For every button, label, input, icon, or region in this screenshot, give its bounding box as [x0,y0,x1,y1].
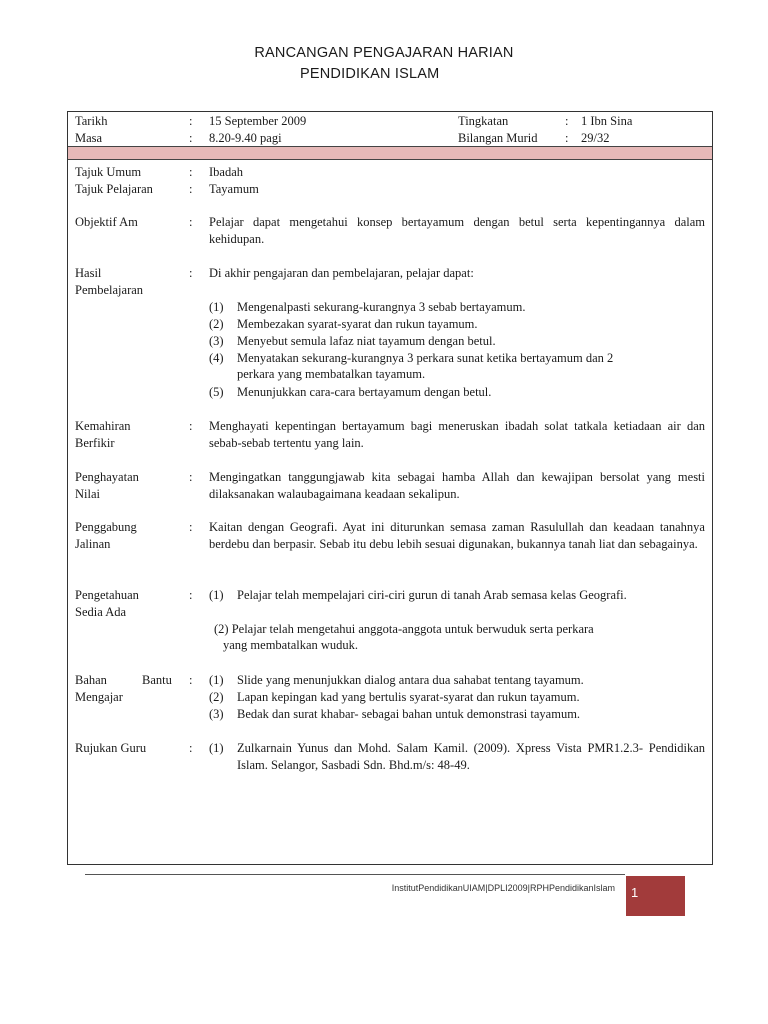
lesson-plan-table [67,111,713,865]
objektif-value: Pelajar dapat mengetahui konsep bertayamum dengan betul serta kepentingannya dalam kehidupan. [209,215,705,246]
list-number: (5) [209,385,224,399]
list-number: (3) [209,707,224,721]
colon: : [189,419,193,433]
colon: : [189,741,193,755]
colon: : [565,131,569,145]
list-number: (3) [209,334,224,348]
bahan-label: Bahan [75,673,107,687]
tingkatan-label: Tingkatan [458,114,509,128]
colon: : [189,520,193,534]
list-number: (1) [209,588,224,602]
list-item: Mengenalpasti sekurang-kurangnya 3 sebab bertayamum. [237,300,526,314]
penghayatan-label-2: Nilai [75,487,100,501]
tingkatan-value: 1 Ibn Sina [581,114,633,128]
kemahiran-label: Kemahiran [75,419,131,433]
list-item: (2) Pelajar telah mengetahui anggota-anggota untuk berwuduk serta perkara [214,622,594,636]
list-number: (2) [209,690,224,704]
list-item: Menunjukkan cara-cara bertayamum dengan betul. [237,385,492,399]
tarikh-label: Tarikh [75,114,108,128]
penggabung-label: Penggabung [75,520,137,534]
penghayatan-label: Penghayatan [75,470,139,484]
pengetahuan-label-2: Sedia Ada [75,605,127,619]
page-number-badge [626,876,685,916]
colon: : [189,131,193,145]
page-number: 1 [631,885,639,900]
rujukan-label: Rujukan Guru [75,741,147,755]
rujukan-value: Zulkarnain Yunus dan Mohd. Salam Kamil. (2009). Xpress Vista PMR1.2.3- Pendidikan Islam. Selangor, Sasbadi Sdn. Bhd.m/s: 48-49. [237,741,705,772]
document-title: RANCANGAN PENGAJARAN HARIAN [254,45,514,61]
list-item: Menyatakan sekurang-kurangnya 3 perkara sunat ketika bertayamum dan 2 [237,351,614,365]
colon: : [189,266,193,280]
list-item: Menyebut semula lafaz niat tayamum dengan betul. [237,334,496,348]
list-item-continued: perkara yang membatalkan tayamum. [237,367,426,381]
footer-rule [85,874,625,875]
list-item: Membezakan syarat-syarat dan rukun tayamum. [237,317,478,331]
list-number: (4) [209,351,224,365]
colon: : [565,114,569,128]
tajuk-umum-label: Tajuk Umum [75,165,142,179]
document-subtitle: PENDIDIKAN ISLAM [300,66,440,82]
tajuk-pelajaran-value: Tayamum [209,182,259,196]
colon: : [189,165,193,179]
bahan-label-b: Bantu [142,673,172,687]
kemahiran-value: Menghayati kepentingan bertayamum bagi meneruskan ibadah solat tatkala ketiadaan air dan sebab-sebab tertentu yang lain. [209,419,705,450]
masa-value: 8.20-9.40 pagi [209,131,282,145]
bilangan-label: Bilangan Murid [458,131,538,145]
tarikh-value: 15 September 2009 [209,114,307,128]
hasil-label-2: Pembelajaran [75,283,144,297]
colon: : [189,114,193,128]
list-number: (1) [209,673,224,687]
colon: : [189,470,193,484]
list-number: (1) [209,741,224,755]
colon: : [189,673,193,687]
list-item: Bedak dan surat khabar- sebagai bahan untuk demonstrasi tayamum. [237,707,581,721]
list-item: Lapan kepingan kad yang bertulis syarat-syarat dan rukun tayamum. [237,690,580,704]
list-number: (1) [209,300,224,314]
kemahiran-label-2: Berfikir [75,436,115,450]
penghayatan-value: Mengingatkan tanggungjawab kita sebagai hamba Allah dan kewajipan bersolat yang mesti dilaksanakan walaubagaimana keadaan sekalipun. [209,470,705,501]
pengetahuan-label: Pengetahuan [75,588,139,602]
tajuk-umum-value: Ibadah [209,165,244,179]
colon: : [189,182,193,196]
list-number: (2) [209,317,224,331]
bilangan-value: 29/32 [581,131,610,145]
objektif-label: Objektif Am [75,215,138,229]
list-item: Pelajar telah mempelajari ciri-ciri gurun di tanah Arab semasa kelas Geografi. [237,588,627,602]
tajuk-pelajaran-label: Tajuk Pelajaran [75,182,153,196]
bahan-label-2: Mengajar [75,690,123,704]
list-item: Slide yang menunjukkan dialog antara dua sahabat tentang tayamum. [237,673,584,687]
colon: : [189,215,193,229]
penggabung-label-2: Jalinan [75,537,111,551]
hasil-label: Hasil [75,266,102,280]
section-divider [68,146,712,160]
penggabung-value: Kaitan dengan Geografi. Ayat ini diturunkan semasa zaman Rasulullah dan keadaan tanahnya berdebu dan berpasir. Sebab itu debu lebih sesuai digunakan, bukannya tanah liat dan sebagainya. [209,520,705,551]
masa-label: Masa [75,131,103,145]
footer-text: InstitutPendidikanUIAM|DPLI2009|RPHPendidikanIslam [391,883,615,893]
colon: : [189,588,193,602]
hasil-intro: Di akhir pengajaran dan pembelajaran, pelajar dapat: [209,266,474,280]
list-item-continued: yang membatalkan wuduk. [223,638,359,652]
